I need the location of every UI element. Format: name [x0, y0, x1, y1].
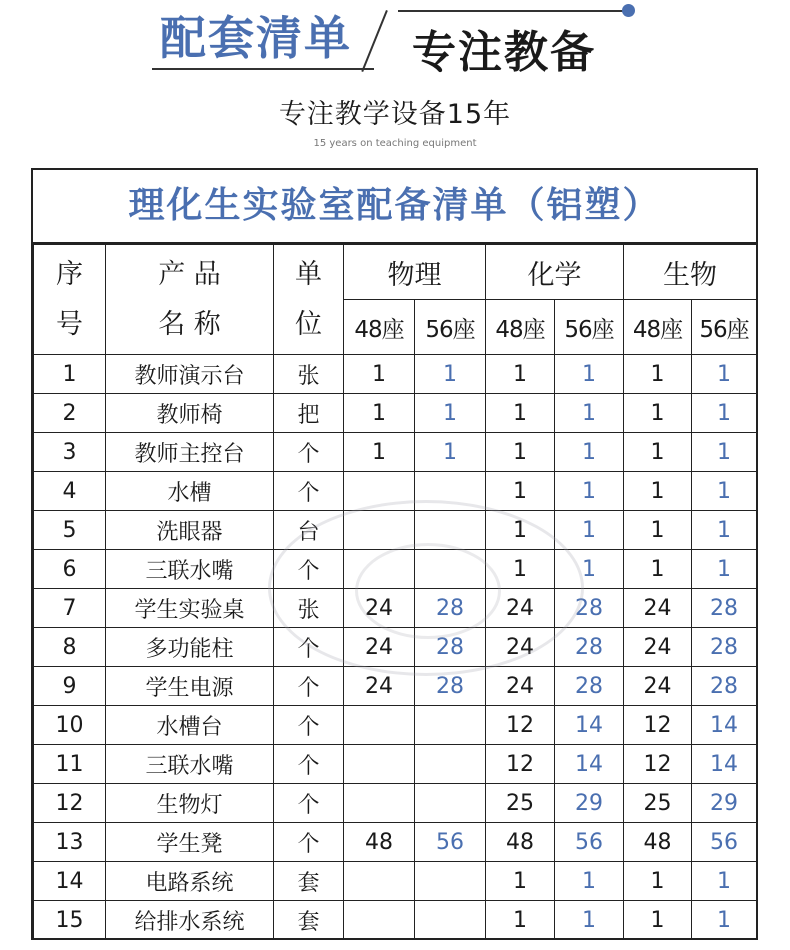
header-biology: 生物	[624, 245, 757, 300]
cell-name: 三联水嘴	[106, 550, 274, 589]
cell-unit: 台	[274, 511, 344, 550]
cell-physics-48	[344, 901, 415, 940]
cell-unit: 张	[274, 355, 344, 394]
header-right-title: 专注教备	[412, 27, 596, 78]
cell-chemistry-48: 1	[486, 511, 555, 550]
cell-seq: 15	[34, 901, 106, 940]
header-seq-bottom: 号	[56, 308, 83, 340]
cell-biology-56: 1	[692, 394, 757, 433]
table-row	[34, 745, 757, 784]
cell-unit: 张	[274, 589, 344, 628]
header-dot-icon	[622, 4, 635, 17]
cell-chemistry-56: 1	[555, 901, 624, 940]
cell-unit: 个	[274, 823, 344, 862]
cell-name: 教师主控台	[106, 433, 274, 472]
cell-physics-48: 48	[344, 823, 415, 862]
cell-biology-48: 24	[624, 667, 692, 706]
cell-unit: 个	[274, 745, 344, 784]
cell-biology-56: 1	[692, 862, 757, 901]
cell-biology-48: 25	[624, 784, 692, 823]
table-row	[34, 394, 757, 433]
table-title: 理化生实验室配备清单（铝塑）	[33, 170, 756, 244]
header-slash-divider	[361, 10, 388, 72]
header-name-bottom: 名 称	[158, 308, 221, 340]
cell-seq: 14	[34, 862, 106, 901]
cell-physics-56	[415, 550, 486, 589]
cell-name: 水槽	[106, 472, 274, 511]
cell-name: 学生实验桌	[106, 589, 274, 628]
table-row	[34, 589, 757, 628]
cell-biology-48: 1	[624, 550, 692, 589]
cell-biology-48: 1	[624, 394, 692, 433]
header-underline	[152, 68, 374, 70]
cell-physics-48	[344, 550, 415, 589]
cell-unit: 把	[274, 394, 344, 433]
table-row	[34, 706, 757, 745]
cell-chemistry-56: 1	[555, 394, 624, 433]
cell-chemistry-48: 1	[486, 355, 555, 394]
cell-biology-48: 1	[624, 862, 692, 901]
cell-biology-48: 1	[624, 433, 692, 472]
cell-seq: 11	[34, 745, 106, 784]
cell-physics-56: 56	[415, 823, 486, 862]
header-biology-48: 48座	[624, 300, 692, 355]
cell-physics-56: 28	[415, 589, 486, 628]
cell-name: 学生电源	[106, 667, 274, 706]
cell-physics-56	[415, 784, 486, 823]
cell-physics-56: 1	[415, 433, 486, 472]
cell-unit: 个	[274, 784, 344, 823]
cell-physics-56: 28	[415, 667, 486, 706]
header-overline	[398, 10, 626, 12]
cell-name: 三联水嘴	[106, 745, 274, 784]
cell-chemistry-56: 28	[555, 628, 624, 667]
cell-physics-48	[344, 472, 415, 511]
cell-seq: 4	[34, 472, 106, 511]
cell-biology-56: 1	[692, 472, 757, 511]
cell-chemistry-56: 14	[555, 745, 624, 784]
cell-chemistry-56: 29	[555, 784, 624, 823]
cell-physics-56	[415, 472, 486, 511]
cell-name: 教师演示台	[106, 355, 274, 394]
cell-physics-48	[344, 706, 415, 745]
cell-seq: 3	[34, 433, 106, 472]
cell-biology-56: 14	[692, 706, 757, 745]
cell-unit: 个	[274, 628, 344, 667]
header-physics-48: 48座	[344, 300, 415, 355]
table-row	[34, 472, 757, 511]
cell-physics-48	[344, 511, 415, 550]
header-subtitle: 专注教学设备15年	[278, 99, 512, 130]
cell-biology-48: 1	[624, 511, 692, 550]
cell-seq: 9	[34, 667, 106, 706]
cell-name: 水槽台	[106, 706, 274, 745]
cell-chemistry-48: 48	[486, 823, 555, 862]
cell-physics-48	[344, 784, 415, 823]
table-body	[34, 355, 757, 940]
header-subtitle-en: 15 years on teaching equipment	[313, 138, 477, 149]
cell-biology-56: 1	[692, 901, 757, 940]
table-row	[34, 784, 757, 823]
equipment-list-table	[31, 168, 758, 940]
cell-chemistry-48: 1	[486, 862, 555, 901]
cell-unit: 个	[274, 706, 344, 745]
cell-physics-48: 1	[344, 355, 415, 394]
cell-seq: 13	[34, 823, 106, 862]
cell-seq: 7	[34, 589, 106, 628]
header-physics-56: 56座	[415, 300, 486, 355]
cell-biology-56: 28	[692, 589, 757, 628]
cell-name: 教师椅	[106, 394, 274, 433]
header-seq-top: 序	[56, 258, 83, 290]
cell-physics-56	[415, 511, 486, 550]
cell-chemistry-56: 1	[555, 355, 624, 394]
cell-unit: 套	[274, 901, 344, 940]
table-row	[34, 628, 757, 667]
cell-unit: 个	[274, 550, 344, 589]
header-chemistry-48: 48座	[486, 300, 555, 355]
table-row	[34, 511, 757, 550]
cell-name: 多功能柱	[106, 628, 274, 667]
header-chemistry-56: 56座	[555, 300, 624, 355]
cell-physics-48	[344, 745, 415, 784]
cell-chemistry-56: 56	[555, 823, 624, 862]
header-unit-top: 单	[295, 258, 322, 290]
header-left-title: 配套清单	[160, 11, 352, 65]
page-header	[0, 0, 790, 165]
cell-name: 生物灯	[106, 784, 274, 823]
cell-unit: 套	[274, 862, 344, 901]
cell-seq: 1	[34, 355, 106, 394]
cell-biology-48: 48	[624, 823, 692, 862]
cell-seq: 2	[34, 394, 106, 433]
cell-chemistry-48: 24	[486, 667, 555, 706]
cell-biology-48: 24	[624, 589, 692, 628]
cell-physics-56: 1	[415, 355, 486, 394]
cell-biology-56: 1	[692, 511, 757, 550]
cell-chemistry-48: 1	[486, 472, 555, 511]
cell-physics-56: 28	[415, 628, 486, 667]
cell-biology-48: 12	[624, 706, 692, 745]
cell-chemistry-48: 24	[486, 589, 555, 628]
cell-name: 给排水系统	[106, 901, 274, 940]
cell-chemistry-48: 1	[486, 901, 555, 940]
cell-biology-56: 1	[692, 433, 757, 472]
table-row	[34, 862, 757, 901]
cell-chemistry-48: 25	[486, 784, 555, 823]
cell-chemistry-56: 1	[555, 862, 624, 901]
cell-seq: 12	[34, 784, 106, 823]
cell-seq: 5	[34, 511, 106, 550]
cell-unit: 个	[274, 472, 344, 511]
cell-physics-48: 1	[344, 394, 415, 433]
cell-chemistry-56: 1	[555, 511, 624, 550]
cell-physics-48: 24	[344, 589, 415, 628]
cell-chemistry-56: 1	[555, 472, 624, 511]
cell-chemistry-56: 28	[555, 589, 624, 628]
cell-name: 洗眼器	[106, 511, 274, 550]
table-row	[34, 550, 757, 589]
cell-chemistry-48: 1	[486, 550, 555, 589]
cell-biology-56: 56	[692, 823, 757, 862]
cell-name: 电路系统	[106, 862, 274, 901]
cell-biology-48: 12	[624, 745, 692, 784]
cell-biology-56: 28	[692, 667, 757, 706]
header-physics: 物理	[344, 245, 486, 300]
header-unit-bottom: 位	[295, 308, 322, 340]
cell-physics-48: 1	[344, 433, 415, 472]
cell-biology-48: 1	[624, 901, 692, 940]
table-row	[34, 823, 757, 862]
cell-chemistry-48: 24	[486, 628, 555, 667]
cell-physics-48: 24	[344, 667, 415, 706]
table-row	[34, 901, 757, 940]
header-biology-56: 56座	[692, 300, 757, 355]
cell-seq: 6	[34, 550, 106, 589]
table-row	[34, 667, 757, 706]
cell-chemistry-48: 1	[486, 394, 555, 433]
table-row	[34, 433, 757, 472]
cell-physics-56	[415, 706, 486, 745]
cell-biology-48: 24	[624, 628, 692, 667]
cell-chemistry-48: 1	[486, 433, 555, 472]
header-name-top: 产 品	[158, 258, 221, 290]
cell-chemistry-56: 1	[555, 550, 624, 589]
header-unit	[274, 245, 344, 355]
cell-physics-56	[415, 745, 486, 784]
cell-biology-56: 28	[692, 628, 757, 667]
cell-unit: 个	[274, 433, 344, 472]
cell-seq: 8	[34, 628, 106, 667]
cell-biology-56: 14	[692, 745, 757, 784]
cell-biology-56: 1	[692, 355, 757, 394]
header-chemistry: 化学	[486, 245, 624, 300]
cell-chemistry-48: 12	[486, 745, 555, 784]
cell-unit: 个	[274, 667, 344, 706]
cell-seq: 10	[34, 706, 106, 745]
cell-physics-48: 24	[344, 628, 415, 667]
cell-biology-48: 1	[624, 472, 692, 511]
table-row	[34, 355, 757, 394]
cell-biology-48: 1	[624, 355, 692, 394]
cell-physics-56: 1	[415, 394, 486, 433]
cell-biology-56: 1	[692, 550, 757, 589]
header-seq	[34, 245, 106, 355]
cell-chemistry-56: 1	[555, 433, 624, 472]
cell-chemistry-56: 14	[555, 706, 624, 745]
cell-physics-48	[344, 862, 415, 901]
header-name	[106, 245, 274, 355]
equipment-table	[33, 244, 757, 940]
cell-chemistry-48: 12	[486, 706, 555, 745]
cell-biology-56: 29	[692, 784, 757, 823]
cell-physics-56	[415, 901, 486, 940]
cell-physics-56	[415, 862, 486, 901]
cell-name: 学生凳	[106, 823, 274, 862]
cell-chemistry-56: 28	[555, 667, 624, 706]
